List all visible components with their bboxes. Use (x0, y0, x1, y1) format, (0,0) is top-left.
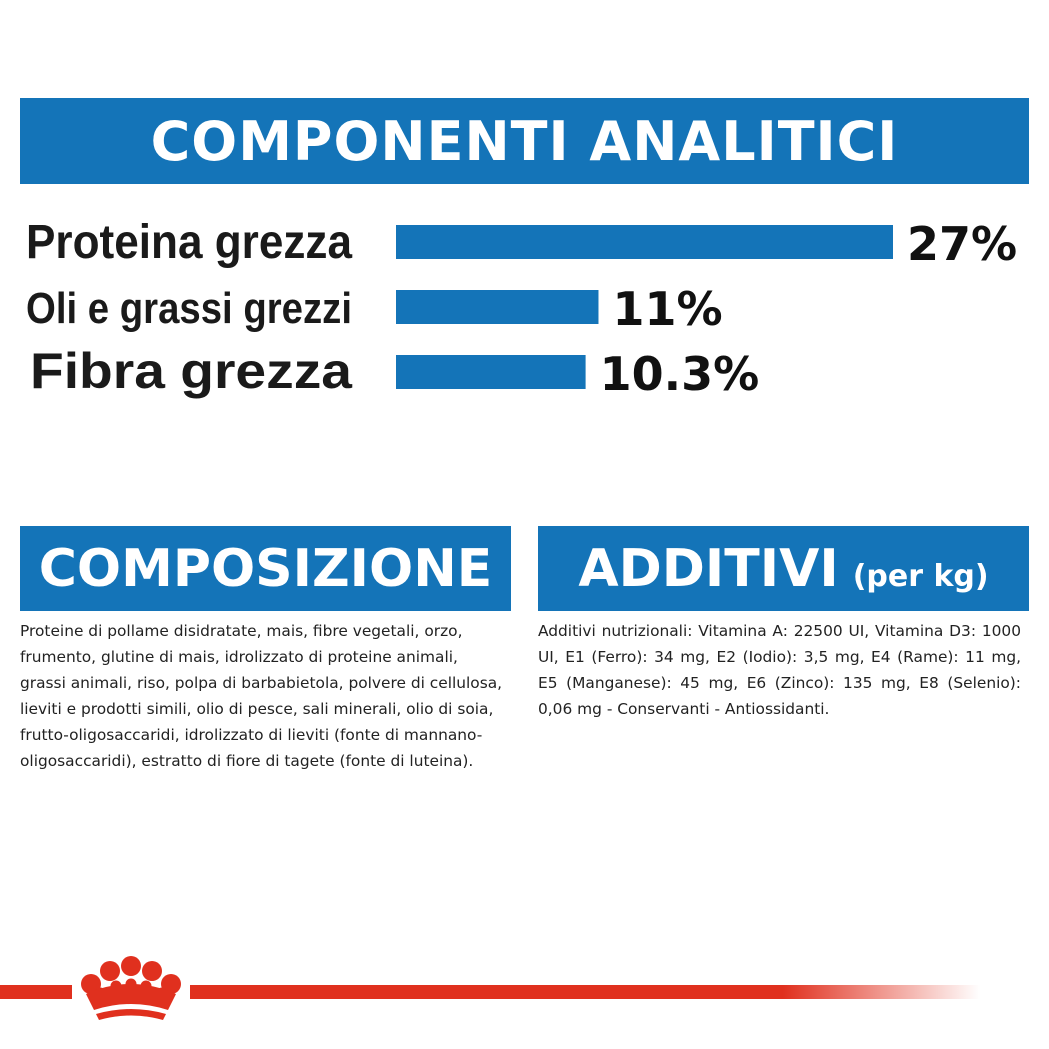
additives-banner (538, 526, 1029, 611)
footer-stripe-left (0, 985, 72, 999)
additives-subtitle: (per kg) (852, 559, 989, 594)
royal-canin-crown-icon (81, 956, 181, 1020)
additives-text: Additivi nutrizionali: Vitamina A: 22500 UI, Vitamina D3: 1000 UI, E1 (Ferro): 34 mg, E2 (Iodio): 3,5 mg, E4 (Rame): 11 mg, E5 (Manganese): 45 mg, E6 (Zinco): 135 mg, E8 (Selenio): 0,06 mg - Conservanti - Antiossidanti. (538, 622, 1021, 718)
bar (396, 225, 893, 259)
analytic-components-chart (0, 200, 1049, 410)
value-label: 27% (907, 217, 1018, 271)
footer-stripe (0, 950, 1049, 1030)
composition-title: COMPOSIZIONE (38, 538, 493, 599)
composition-text: Proteine di pollame disidratate, mais, fibre vegetali, orzo, frumento, glutine di mais, idrolizzato di proteine animali, grassi animali, riso, polpa di barbabietola, polvere di cellulosa, lieviti e prodotti simili, olio di pesce, sali minerali, olio di soia, frutto-oligosaccaridi, idrolizzato di lieviti (fonte di mannano-oligosaccaridi), estratto di fiore di tagete (fonte di luteina). (20, 622, 503, 770)
category-label: Fibra grezza (30, 343, 354, 399)
value-label: 10.3% (599, 347, 760, 401)
analytic-components-banner (20, 98, 1029, 184)
category-label: Oli e grassi grezzi (26, 284, 352, 333)
category-label: Proteina grezza (26, 216, 353, 269)
value-label: 11% (612, 282, 723, 336)
bar (396, 290, 598, 324)
additives-title: ADDITIVI (578, 538, 839, 599)
bar (396, 355, 586, 389)
composition-banner (20, 526, 511, 611)
footer-stripe-right (190, 985, 980, 999)
analytic-components-title: COMPONENTI ANALITICI (150, 109, 899, 173)
